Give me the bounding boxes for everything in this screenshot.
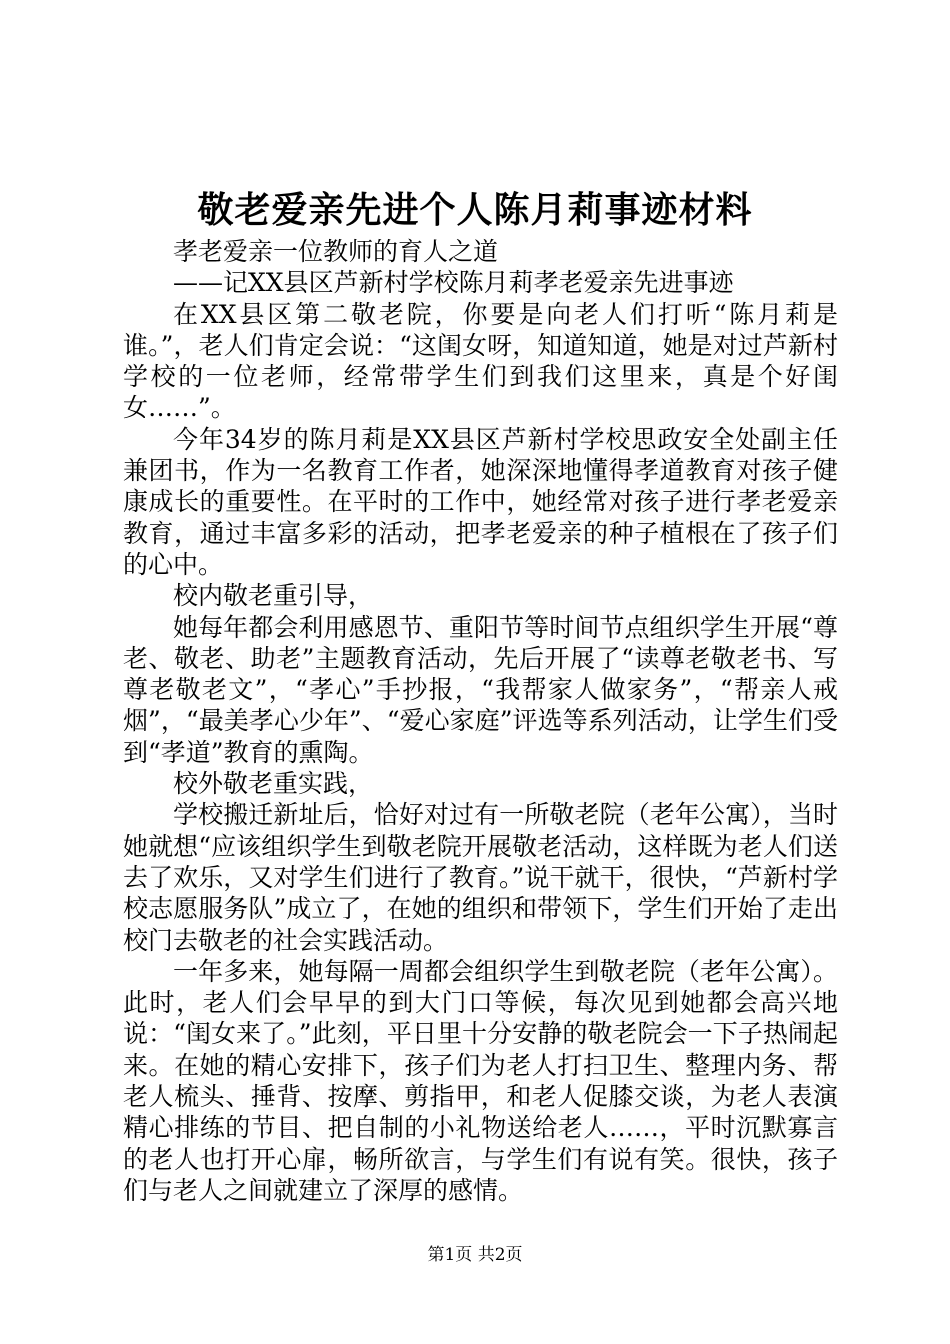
section-heading-school: 校内敬老重引导， (173, 581, 374, 611)
paragraph-3: 她每年都会利用感恩节、重阳节等时间节点组织学生开展“尊老、敬老、助老”主题教育活动，先后开展了“读尊老敬老书、写尊老敬老文”，“孝心”手抄报，“我帮家人做家务”，“帮亲人戒烟”，“最美孝心少年”、“爱心家庭”评选等系列活动，让学生们受到“孝道”教育的熏陶。 (123, 612, 838, 767)
paragraph-2: 今年34岁的陈月莉是XX县区芦新村学校思政安全处副主任兼团书，作为一名教育工作者，她深深地懂得孝道教育对孩子健康成长的重要性。在平时的工作中，她经常对孩子进行孝老爱亲教育，通过丰富多彩的活动，把孝老爱亲的种子植根在了孩子们的心中。 (123, 424, 838, 579)
paragraph-5: 一年多来，她每隔一周都会组织学生到敬老院（老年公寓）。此时，老人们会早早的到大门口等候，每次见到她都会高兴地说：“闺女来了。”此刻，平日里十分安静的敬老院会一下子热闹起来。在她的精心安排下，孩子们为老人打扫卫生、整理内务、帮老人梳头、捶背、按摩、剪指甲，和老人促膝交谈，为老人表演精心排练的节目、把自制的小礼物送给老人……，平时沉默寡言的老人也打开心扉，畅所欲言，与学生们有说有笑。很快，孩子们与老人之间就建立了深厚的感情。 (123, 956, 838, 1205)
paragraph-4: 学校搬迁新址后，恰好对过有一所敬老院（老年公寓），当时她就想“应该组织学生到敬老院开展敬老活动，这样既为老人们送去了欢乐，又对学生们进行了教育。”说干就干，很快，“芦新村学校志愿服务队”成立了，在她的组织和带领下，学生们开始了走出校门去敬老的社会实践活动。 (123, 800, 838, 955)
subtitle: 孝老爱亲一位教师的育人之道 (173, 237, 499, 266)
section-heading-outside: 校外敬老重实践， (173, 769, 374, 799)
page-footer: 第1页 共2页 (427, 1245, 523, 1265)
document-body (123, 236, 838, 1206)
document-title: 敬老爱亲先进个人陈月莉事迹材料 (197, 189, 753, 231)
subtitle-secondary: ——记XX县区芦新村学校陈月莉孝老爱亲先进事迹 (173, 268, 734, 298)
paragraph-1: 在XX县区第二敬老院，你要是向老人们打听“陈月莉是谁。”，老人们肯定会说：“这闺女呀，知道知道，她是对过芦新村学校的一位老师，经常带学生们到我们这里来，真是个好闺女……”。 (123, 299, 838, 423)
